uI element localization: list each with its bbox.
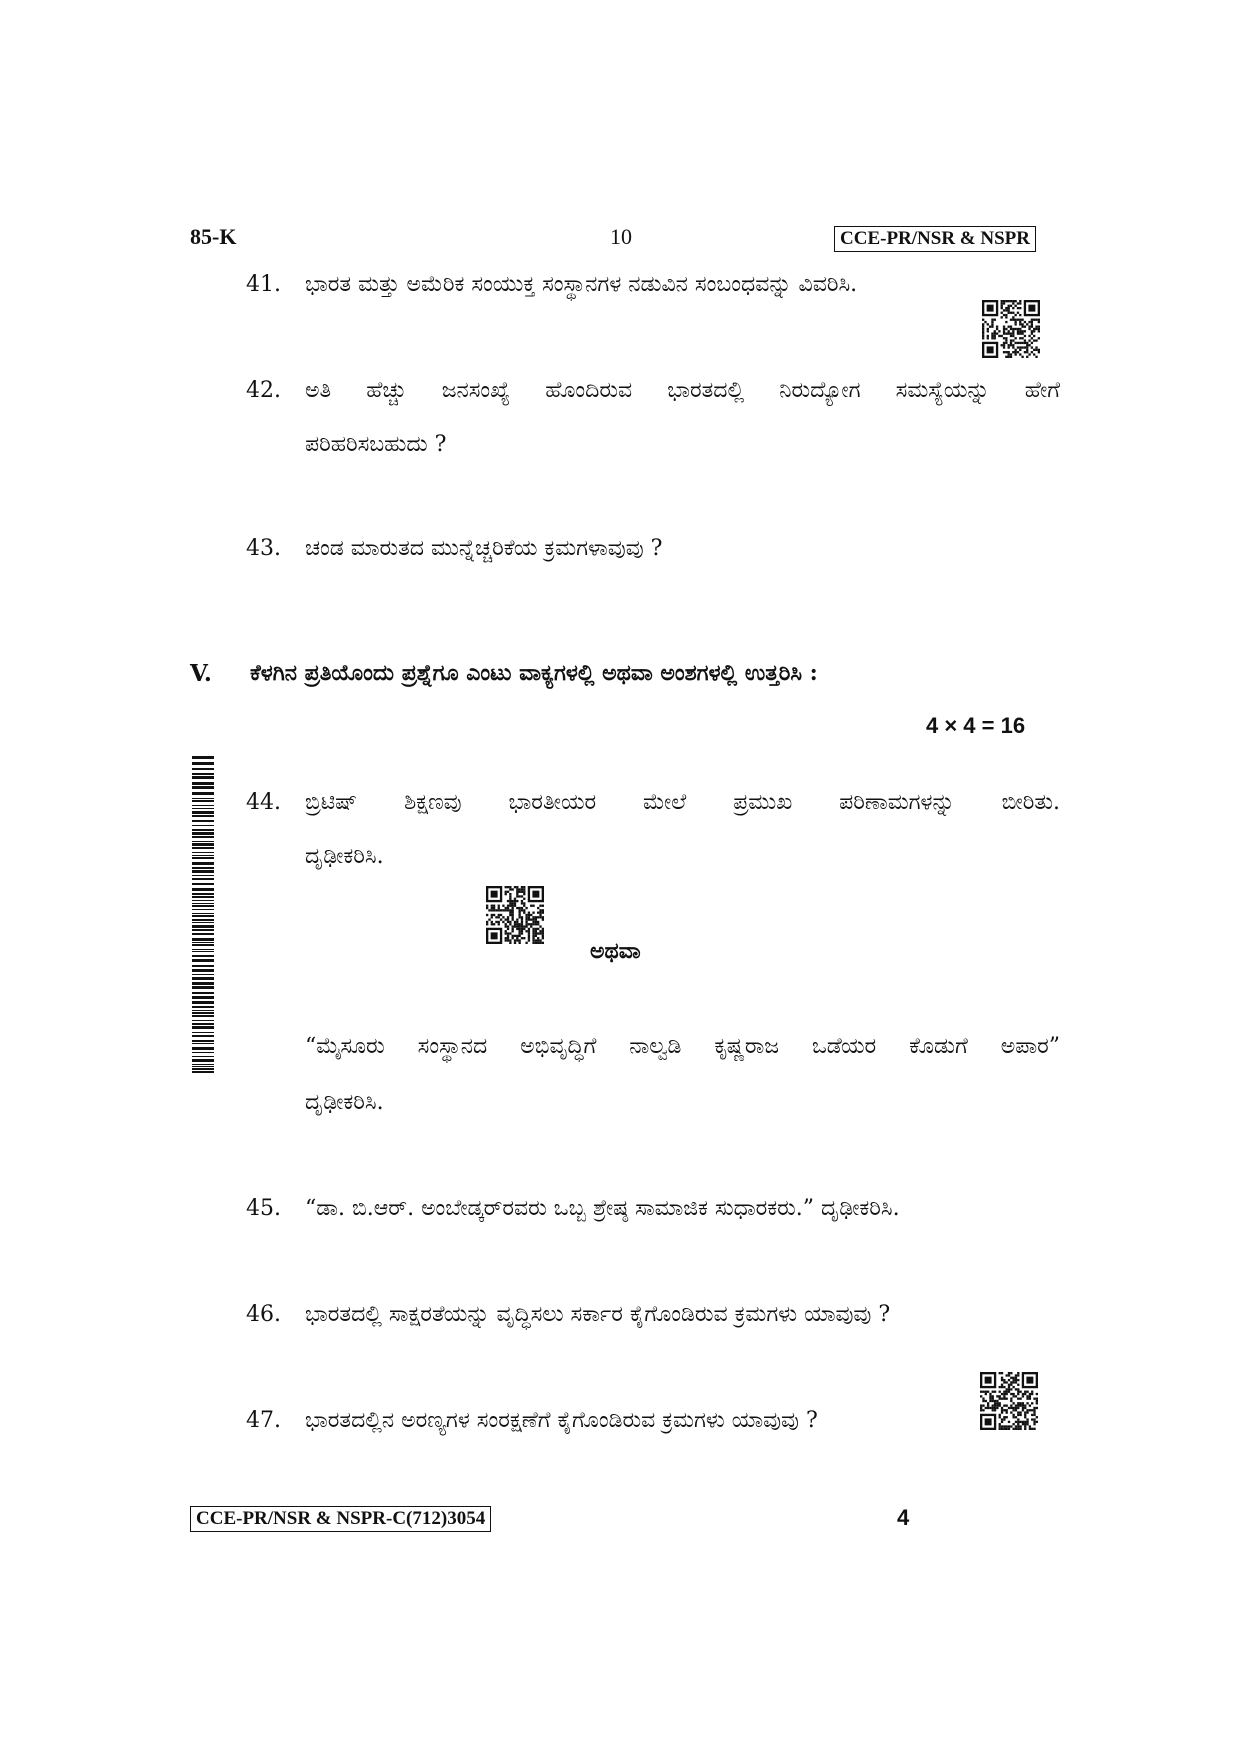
question-41-number: 41.: [246, 272, 281, 297]
qr-code-icon: [982, 300, 1040, 358]
exam-code-box: CCE-PR/NSR & NSPR: [834, 226, 1036, 252]
question-42-line-1: ಅತಿ ಹೆಚ್ಚು ಜನಸಂಖ್ಯೆ ಹೊಂದಿರುವ ಭಾರತದಲ್ಲಿ ನಿರುದ್ಯೋಗ ಸಮಸ್ಯೆಯನ್ನು ಹೇಗೆ: [305, 378, 1060, 403]
page-number: 10: [610, 224, 632, 249]
question-44-line-2: ದೃಢೀಕರಿಸಿ.: [305, 844, 384, 869]
question-44-line-1: ಬ್ರಿಟಿಷ್ ಶಿಕ್ಷಣವು ಭಾರತೀಯರ ಮೇಲೆ ಪ್ರಮುಖ ಪರಿಣಾಮಗಳನ್ನು ಬೀರಿತು.: [305, 790, 1060, 815]
footer-code-box: CCE-PR/NSR & NSPR-C(712)3054: [190, 1506, 491, 1532]
question-45-text: “ಡಾ. ಬಿ.ಆರ್. ಅಂಬೇಡ್ಕರ್‌ರವರು ಒಬ್ಬ ಶ್ರೇಷ್ಠ ಸಾಮಾಜಿಕ ಸುಧಾರಕರು.” ದೃಢೀಕರಿಸಿ.: [305, 1196, 900, 1221]
question-42-number: 42.: [246, 378, 281, 403]
question-43-number: 43.: [246, 536, 281, 561]
question-44-number: 44.: [246, 790, 281, 815]
or-label: ಅಥವಾ: [590, 938, 641, 964]
question-47-number: 47.: [246, 1408, 281, 1433]
question-45-number: 45.: [246, 1196, 281, 1221]
sheet-number: 4: [897, 1505, 910, 1530]
question-44-alt-line-2: ದೃಢೀಕರಿಸಿ.: [305, 1090, 384, 1115]
section-instruction: ಕೆಳಗಿನ ಪ್ರತಿಯೊಂದು ಪ್ರಶ್ನೆಗೂ ಎಂಟು ವಾಕ್ಯಗಳಲ್ಲಿ ಅಥವಾ ಅಂಶಗಳಲ್ಲಿ ಉತ್ತರಿಸಿ :: [250, 660, 818, 686]
paper-code: 85-K: [190, 224, 237, 249]
question-42-line-2: ಪರಿಹರಿಸಬಹುದು ?: [305, 432, 447, 457]
question-44-alt-line-1: “ಮೈಸೂರು ಸಂಸ್ಥಾನದ ಅಭಿವೃದ್ಧಿಗೆ ನಾಲ್ವಡಿ ಕೃಷ್ಣರಾಜ ಒಡೆಯರ ಕೊಡುಗೆ ಅಪಾರ”: [305, 1034, 1060, 1059]
question-46-number: 46.: [246, 1302, 281, 1327]
section-number: V.: [190, 660, 212, 687]
section-marks: 4 × 4 = 16: [926, 713, 1026, 738]
question-43-text: ಚಂಡ ಮಾರುತದ ಮುನ್ನೆಚ್ಚರಿಕೆಯ ಕ್ರಮಗಳಾವುವು ?: [305, 536, 663, 561]
question-41-text: ಭಾರತ ಮತ್ತು ಅಮೆರಿಕ ಸಂಯುಕ್ತ ಸಂಸ್ಥಾನಗಳ ನಡುವಿನ ಸಂಬಂಧವನ್ನು ವಿವರಿಸಿ.: [305, 272, 858, 297]
question-47-text: ಭಾರತದಲ್ಲಿನ ಅರಣ್ಯಗಳ ಸಂರಕ್ಷಣೆಗೆ ಕೈಗೊಂಡಿರುವ ಕ್ರಮಗಳು ಯಾವುವು ?: [305, 1408, 818, 1433]
qr-code-icon: [980, 1372, 1038, 1430]
barcode-icon: [192, 756, 214, 1074]
question-46-text: ಭಾರತದಲ್ಲಿ ಸಾಕ್ಷರತೆಯನ್ನು ವೃದ್ಧಿಸಲು ಸರ್ಕಾರ ಕೈಗೊಂಡಿರುವ ಕ್ರಮಗಳು ಯಾವುವು ?: [305, 1302, 891, 1327]
qr-code-icon: [486, 886, 544, 944]
